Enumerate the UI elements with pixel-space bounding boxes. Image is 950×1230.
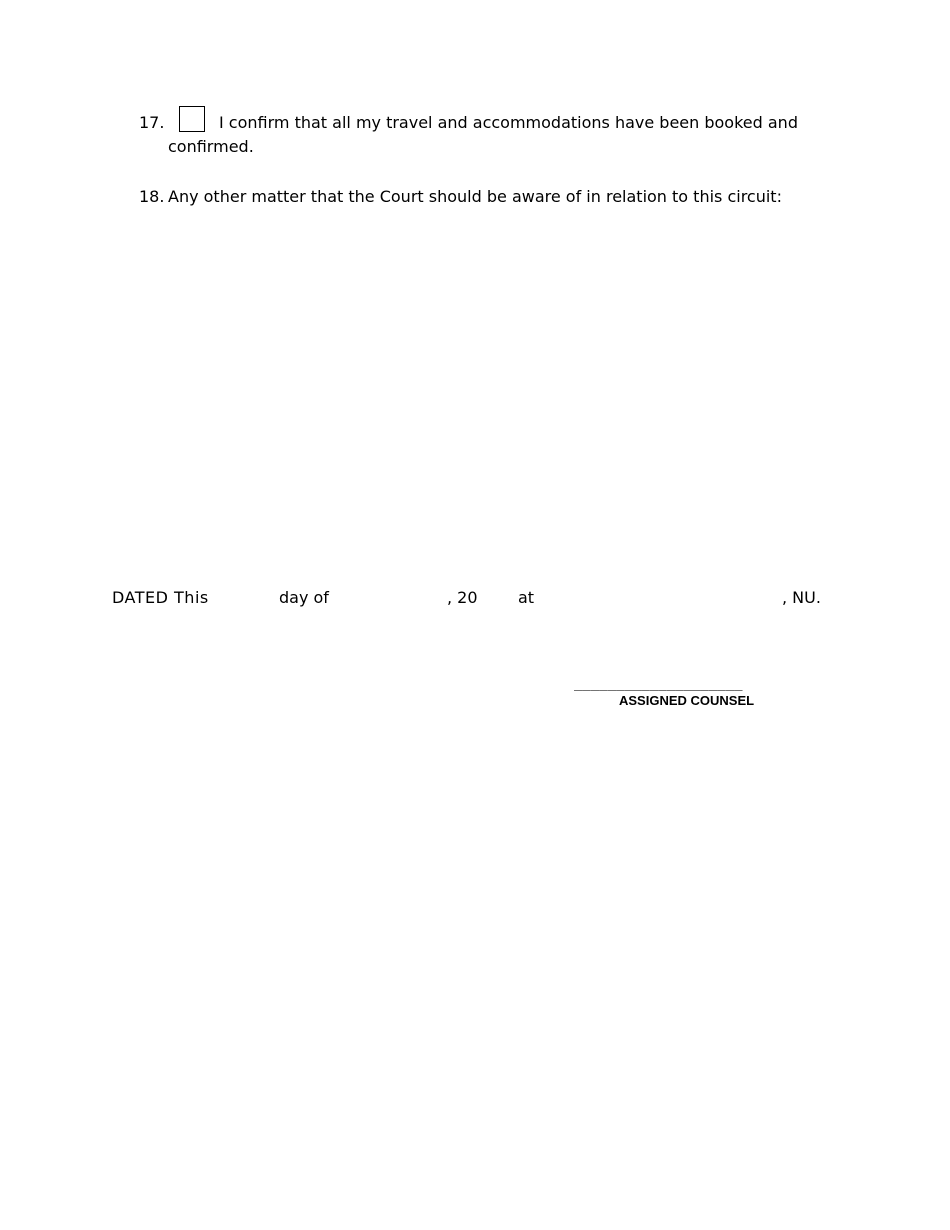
- signature-line[interactable]: ____________________: [574, 675, 743, 691]
- year-prefix: , 20: [447, 588, 478, 607]
- territory-suffix: , NU.: [782, 588, 821, 607]
- item-18-text: Any other matter that the Court should be aware of in relation to this circuit:: [168, 187, 782, 206]
- item-17-text-continued: confirmed.: [168, 137, 254, 156]
- item-17-text: I confirm that all my travel and accommodations have been booked and: [219, 113, 798, 132]
- dated-label: DATED This: [112, 588, 209, 607]
- item-18-number: 18.: [139, 187, 165, 206]
- item-17-number: 17.: [139, 113, 165, 132]
- at-label: at: [518, 588, 535, 607]
- month-field[interactable]: [336, 584, 444, 608]
- travel-confirmed-checkbox[interactable]: [179, 106, 205, 132]
- day-of-label: day of: [279, 588, 329, 607]
- place-field[interactable]: [540, 584, 780, 608]
- year-field[interactable]: [482, 584, 514, 608]
- other-matters-field[interactable]: [168, 220, 828, 560]
- signature-caption: ASSIGNED COUNSEL: [619, 693, 755, 708]
- day-field[interactable]: [218, 584, 276, 608]
